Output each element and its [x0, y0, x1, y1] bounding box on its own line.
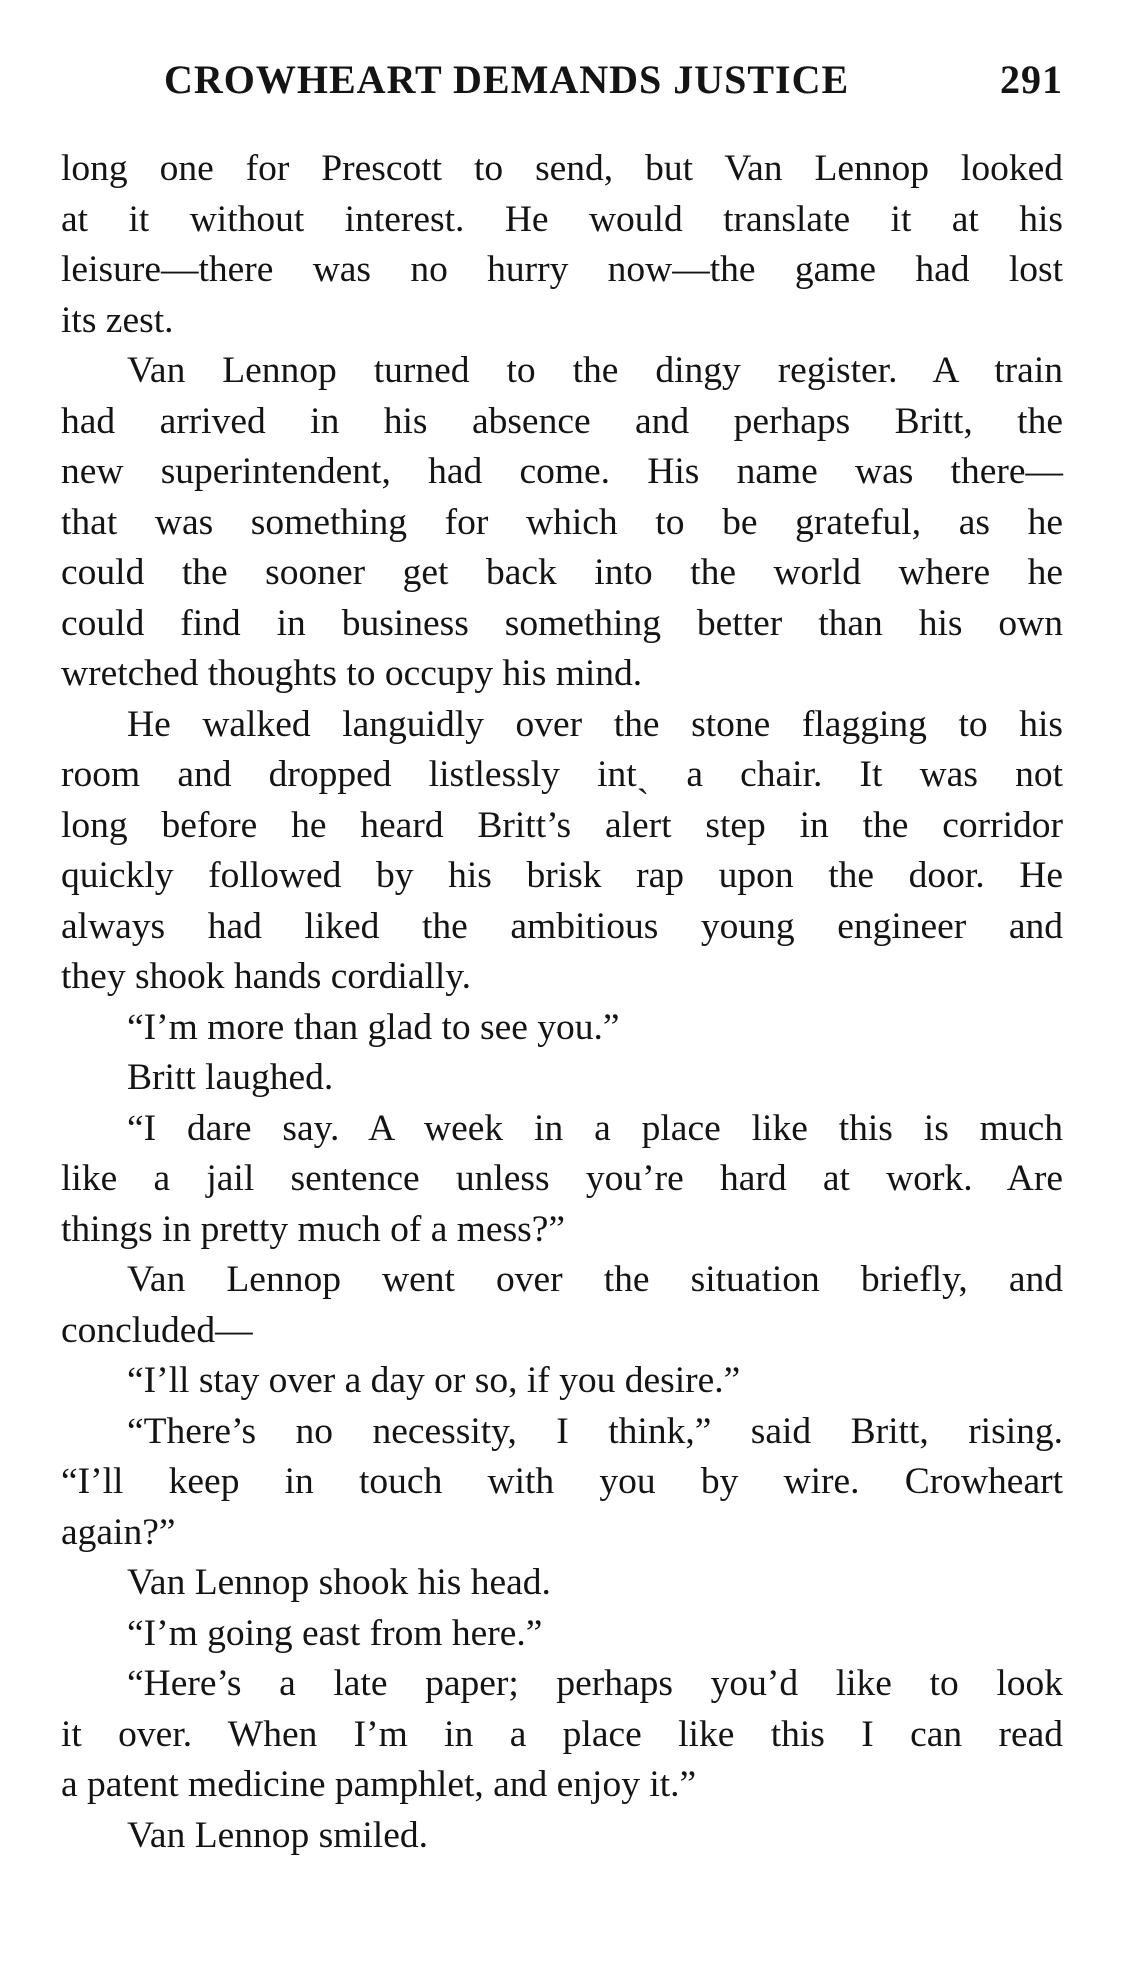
text-line: could find in business something better than his own [61, 602, 1063, 644]
text-line: “I’ll stay over a day or so, if you desire.” [127, 1360, 741, 1401]
text-line: concluded— [61, 1309, 253, 1351]
text-line: at it without interest. He would translate it at his [61, 198, 1063, 240]
text-line: Van Lennop turned to the dingy register. A train [127, 350, 1063, 391]
body-text [61, 144, 1063, 1861]
text-line: He walked languidly over the stone flagging to his [127, 703, 1063, 745]
text-line: its zest. [61, 299, 174, 341]
text-line: it over. When I’m in a place like this I can read [61, 1713, 1063, 1755]
page-number: 291 [1000, 57, 1063, 102]
text-line: like a jail sentence unless you’re hard at work. Are [61, 1158, 1063, 1199]
text-line: “Here’s a late paper; perhaps you’d like to look [127, 1663, 1063, 1704]
text-line: long before he heard Britt’s alert step in the corridor [61, 804, 1063, 846]
text-line: had arrived in his absence and perhaps Britt, the [61, 400, 1063, 442]
text-line: things in pretty much of a mess?” [61, 1208, 566, 1250]
text-line: “I’m going east from here.” [127, 1612, 543, 1654]
text-line: Van Lennop smiled. [127, 1814, 428, 1856]
text-line: a patent medicine pamphlet, and enjoy it.” [61, 1764, 697, 1805]
text-line: Britt laughed. [127, 1057, 334, 1098]
text-line: that was something for which to be grateful, as he [61, 501, 1063, 543]
chapter-title: CROWHEART DEMANDS JUSTICE [164, 57, 850, 102]
text-line: “There’s no necessity, I think,” said Britt, rising. [127, 1410, 1063, 1452]
text-line: new superintendent, had come. His name was there— [61, 451, 1063, 492]
text-line: Van Lennop went over the situation briefly, and [127, 1259, 1063, 1300]
text-line: always had liked the ambitious young engineer and [61, 905, 1063, 947]
text-line: could the sooner get back into the world where he [61, 552, 1063, 593]
text-line: quickly followed by his brisk rap upon the door. He [61, 855, 1063, 896]
text-line: long one for Prescott to send, but Van Lennop looked [61, 148, 1063, 189]
text-line: leisure—there was no hurry now—the game had lost [61, 249, 1063, 290]
text-line: wretched thoughts to occupy his mind. [61, 653, 643, 694]
text-line: “I’m more than glad to see you.” [127, 1006, 620, 1048]
text-line: room and dropped listlessly intˎ a chair. It was not [61, 754, 1063, 795]
running-head [164, 56, 1063, 106]
text-line: “I dare say. A week in a place like this is much [127, 1107, 1063, 1149]
text-line: again?” [61, 1511, 176, 1553]
text-line: Van Lennop shook his head. [127, 1562, 551, 1603]
text-line: they shook hands cordially. [61, 956, 471, 997]
text-line: “I’ll keep in touch with you by wire. Crowheart [61, 1461, 1063, 1502]
